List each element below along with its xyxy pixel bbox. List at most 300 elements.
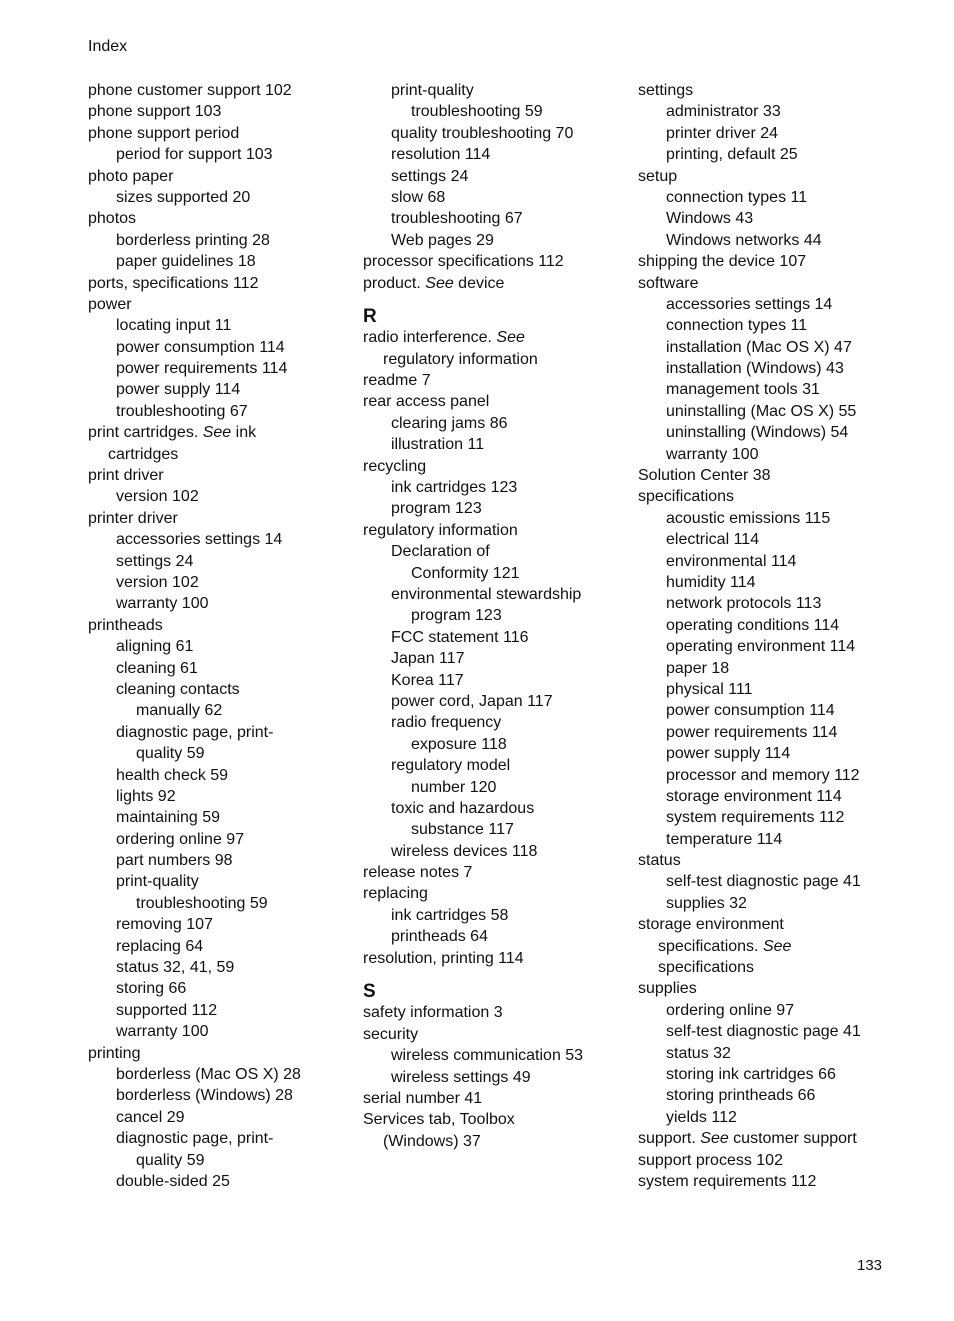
index-subentry (88, 1021, 358, 1042)
index-entry-text: humidity 114 (666, 573, 756, 591)
index-entry-text: substance 117 (411, 821, 514, 839)
index-entry-text: ordering online 97 (666, 1001, 795, 1019)
index-entry-text: warranty 100 (116, 1023, 209, 1041)
index-entry-text: printing (88, 1044, 141, 1062)
index-entry (363, 251, 633, 272)
index-subentry (88, 144, 358, 165)
index-entry-text: health check 59 (116, 766, 229, 784)
index-entry-text: program 123 (411, 607, 502, 625)
index-entry-text: storing printheads 66 (666, 1087, 816, 1105)
index-entry-text: accessories settings 14 (116, 531, 283, 549)
index-subentry (88, 786, 358, 807)
index-entry-text: toxic and hazardous (391, 799, 535, 817)
index-entry-text: management tools 31 (666, 381, 820, 399)
index-entry-text: power requirements 114 (666, 723, 838, 741)
index-column-3 (638, 80, 908, 1192)
index-entry-text: power consumption 114 (666, 702, 835, 720)
index-subentry (88, 1128, 358, 1149)
index-subentry (363, 1045, 633, 1066)
index-entry-text: power supply 114 (116, 381, 241, 399)
index-column-2 (363, 80, 633, 1152)
index-entry (363, 456, 633, 477)
index-entry-text: clearing jams 86 (391, 414, 508, 432)
index-entry-text: print driver (88, 467, 164, 485)
index-entry-text: maintaining 59 (116, 809, 221, 827)
index-entry-text: quality troubleshooting 70 (391, 124, 574, 142)
index-entry (363, 883, 633, 904)
index-entry-text: safety information 3 (363, 1004, 503, 1022)
index-subentry (88, 936, 358, 957)
index-entry-text: printheads (88, 616, 163, 634)
index-entry-text: power cord, Japan 117 (391, 692, 553, 710)
index-entry-text: print-quality (116, 873, 199, 891)
index-entry-text: storing 66 (116, 980, 187, 998)
index-subentry (638, 1107, 908, 1128)
index-subentry (363, 926, 633, 947)
index-subentry (363, 434, 633, 455)
index-entry (88, 508, 358, 529)
index-subentry (363, 123, 633, 144)
index-entry-text: radio frequency (391, 714, 502, 732)
index-subentry (88, 230, 358, 251)
index-subentry (88, 251, 358, 272)
index-subentry (638, 551, 908, 572)
see-reference: See (425, 274, 454, 292)
index-subentry (88, 700, 358, 721)
index-entry-text: regulatory model (391, 757, 511, 775)
index-entry-text: yields 112 (666, 1108, 737, 1126)
index-subentry (363, 819, 633, 840)
index-entry (363, 1024, 633, 1045)
index-subentry (363, 541, 633, 562)
index-entry (363, 1109, 633, 1130)
index-entry-text: environmental stewardship (391, 585, 582, 603)
index-subentry (638, 807, 908, 828)
index-entry-text: phone customer support 102 (88, 82, 292, 99)
index-entry-text: serial number 41 (363, 1089, 483, 1107)
index-subentry (638, 444, 908, 465)
index-entry-text: troubleshooting 59 (411, 103, 543, 121)
index-entry-text: Services tab, Toolbox (363, 1111, 515, 1129)
index-entry (638, 273, 908, 294)
index-subentry (638, 615, 908, 636)
index-entry (363, 520, 633, 541)
index-subentry (88, 1064, 358, 1085)
index-subentry (638, 636, 908, 657)
index-entry-text: locating input 11 (116, 317, 232, 335)
index-entry (88, 166, 358, 187)
index-subentry (363, 208, 633, 229)
index-subentry (88, 1150, 358, 1171)
index-entry (88, 422, 358, 443)
index-entry-text: replacing (363, 885, 428, 903)
index-subentry (88, 572, 358, 593)
index-entry-text: specifications (658, 959, 755, 977)
index-subentry (88, 1000, 358, 1021)
index-entry-text: radio interference. (363, 329, 497, 347)
index-subentry (638, 337, 908, 358)
index-entry-text: regulatory information (363, 521, 518, 539)
index-subentry (638, 700, 908, 721)
see-target-text: customer support (728, 1130, 857, 1148)
index-entry-text: ink cartridges 58 (391, 906, 509, 924)
index-entry (363, 273, 633, 294)
index-subentry (363, 712, 633, 733)
index-entry-text: lights 92 (116, 787, 176, 805)
index-entry-text: warranty 100 (116, 595, 209, 613)
index-entry (638, 486, 908, 507)
index-entry-text: storage environment 114 (666, 787, 842, 805)
index-subentry (363, 349, 633, 370)
see-reference: See (700, 1130, 729, 1148)
index-entry-text: environmental 114 (666, 552, 797, 570)
index-entry-text: double-sided 25 (116, 1172, 230, 1190)
index-entry (638, 80, 908, 101)
index-subentry (363, 144, 633, 165)
index-subentry (638, 743, 908, 764)
index-entry-text: software (638, 274, 699, 292)
index-entry (638, 1171, 908, 1192)
index-entry-text: self-test diagnostic page 41 (666, 873, 861, 891)
index-subentry (638, 1021, 908, 1042)
index-entry-text: installation (Mac OS X) 47 (666, 338, 852, 356)
index-entry-text: status 32 (666, 1044, 731, 1062)
index-entry-text: printer driver 24 (666, 124, 779, 142)
index-subentry (88, 658, 358, 679)
index-entry-text: FCC statement 116 (391, 628, 529, 646)
index-subentry (638, 765, 908, 786)
index-subentry (363, 841, 633, 862)
index-entry-text: shipping the device 107 (638, 253, 807, 271)
see-reference: See (762, 937, 792, 955)
index-subentry (638, 1064, 908, 1085)
index-entry-text: paper 18 (666, 659, 730, 677)
index-subentry (638, 379, 908, 400)
index-subentry (363, 1067, 633, 1088)
index-subentry (638, 101, 908, 122)
index-subentry (638, 1000, 908, 1021)
index-subentry (638, 230, 908, 251)
see-target-text: ink (231, 424, 257, 442)
index-subentry (638, 957, 908, 978)
index-subentry (638, 358, 908, 379)
index-entry-text: diagnostic page, print- (116, 723, 274, 741)
index-subentry (363, 777, 633, 798)
index-subentry (363, 627, 633, 648)
index-entry-text: Web pages 29 (391, 231, 494, 249)
index-entry-text: troubleshooting 59 (136, 894, 268, 912)
index-entry-text: borderless (Mac OS X) 28 (116, 1065, 301, 1083)
index-subentry (88, 444, 358, 465)
index-entry-text: power (88, 295, 132, 313)
index-entry-text: support. (638, 1130, 701, 1148)
index-subentry (88, 1107, 358, 1128)
index-entry-text: regulatory information (383, 350, 538, 368)
index-subentry (88, 871, 358, 892)
index-subentry (638, 315, 908, 336)
index-subentry (638, 679, 908, 700)
index-entry (638, 914, 908, 935)
index-subentry (638, 294, 908, 315)
index-entry-text: manually 62 (136, 702, 223, 720)
index-entry-text: warranty 100 (666, 445, 759, 463)
index-subentry (88, 829, 358, 850)
index-entry-text: support process 102 (638, 1151, 783, 1169)
index-subentry (638, 871, 908, 892)
page-number: 133 (857, 1257, 883, 1274)
index-entry-text: cancel 29 (116, 1108, 185, 1126)
index-entry-text: Japan 117 (391, 650, 465, 668)
index-subentry (363, 605, 633, 626)
index-entry-text: print cartridges. (88, 424, 203, 442)
index-subentry (88, 765, 358, 786)
running-header: Index (88, 38, 128, 55)
index-entry-text: operating conditions 114 (666, 616, 840, 634)
index-entry-text: printer driver (88, 509, 178, 527)
index-entry-text: installation (Windows) 43 (666, 360, 844, 378)
index-subentry (638, 401, 908, 422)
index-column-1 (88, 80, 358, 1192)
index-entry-text: product. (363, 274, 426, 292)
index-subentry (363, 230, 633, 251)
index-entry (638, 166, 908, 187)
index-entry-text: Korea 117 (391, 671, 464, 689)
index-entry-text: storing ink cartridges 66 (666, 1065, 836, 1083)
index-entry-text: number 120 (411, 778, 497, 796)
index-subentry (88, 379, 358, 400)
index-subentry (363, 101, 633, 122)
index-entry-text: paper guidelines 18 (116, 253, 256, 271)
index-entry (88, 208, 358, 229)
index-entry-text: period for support 103 (116, 146, 273, 164)
index-entry-text: supported 112 (116, 1001, 218, 1019)
index-entry-text: version 102 (116, 488, 199, 506)
index-entry (88, 465, 358, 486)
index-subentry (88, 850, 358, 871)
index-subentry (638, 187, 908, 208)
index-entry (88, 273, 358, 294)
index-subentry (88, 358, 358, 379)
index-entry (363, 1088, 633, 1109)
index-subentry (363, 1131, 633, 1152)
index-entry-text: system requirements 112 (666, 809, 845, 827)
index-entry-text: (Windows) 37 (383, 1132, 481, 1150)
index-entry-text: slow 68 (391, 188, 446, 206)
index-entry-text: ink cartridges 123 (391, 479, 518, 497)
index-entry-text: sizes supported 20 (116, 188, 251, 206)
index-entry-text: physical 111 (666, 680, 753, 698)
index-entry-text: Solution Center 38 (638, 467, 771, 485)
index-entry-text: accessories settings 14 (666, 295, 833, 313)
index-subentry (363, 755, 633, 776)
index-entry-text: system requirements 112 (638, 1172, 817, 1190)
index-subentry (638, 722, 908, 743)
index-entry-text: release notes 7 (363, 864, 473, 882)
index-entry-text: storage environment (638, 916, 784, 934)
index-subentry (638, 829, 908, 850)
index-subentry (88, 914, 358, 935)
index-subentry (88, 315, 358, 336)
index-subentry (88, 486, 358, 507)
index-subentry (638, 508, 908, 529)
index-subentry (363, 187, 633, 208)
index-entry-text: power supply 114 (666, 745, 791, 763)
index-entry-text: rear access panel (363, 393, 490, 411)
index-entry (88, 1043, 358, 1064)
index-entry-text: power requirements 114 (116, 360, 288, 378)
index-subentry (88, 187, 358, 208)
index-subentry (638, 422, 908, 443)
index-subentry (88, 807, 358, 828)
index-entry-text: quality 59 (136, 1151, 205, 1169)
index-entry-text: processor specifications 112 (363, 253, 564, 271)
index-subentry (363, 648, 633, 669)
index-entry-text: settings 24 (116, 552, 194, 570)
index-entry (88, 294, 358, 315)
index-entry-text: part numbers 98 (116, 852, 233, 870)
index-entry-text: operating environment 114 (666, 638, 856, 656)
index-entry (363, 1002, 633, 1023)
index-entry (363, 370, 633, 391)
index-entry (363, 862, 633, 883)
index-entry-text: status 32, 41, 59 (116, 959, 235, 977)
index-entry-text: troubleshooting 67 (391, 210, 523, 228)
index-entry-text: version 102 (116, 573, 199, 591)
index-section-letter: R (363, 305, 377, 327)
index-entry-text: ports, specifications 112 (88, 274, 259, 292)
index-entry-text: connection types 11 (666, 317, 808, 335)
index-entry-text: uninstalling (Windows) 54 (666, 424, 849, 442)
index-subentry (88, 743, 358, 764)
index-subentry (363, 798, 633, 819)
index-entry-text: resolution 114 (391, 146, 491, 164)
index-subentry (638, 658, 908, 679)
index-entry-text: aligning 61 (116, 638, 194, 656)
index-subentry (88, 722, 358, 743)
index-entry-text: acoustic emissions 115 (666, 509, 831, 527)
index-subentry (363, 584, 633, 605)
index-entry-text: borderless printing 28 (116, 231, 270, 249)
index-entry-text: printheads 64 (391, 928, 488, 946)
index-subentry (363, 413, 633, 434)
index-entry-text: self-test diagnostic page 41 (666, 1023, 861, 1041)
index-subentry (638, 529, 908, 550)
index-entry-text: ordering online 97 (116, 830, 245, 848)
index-entry-text: program 123 (391, 500, 482, 518)
index-entry-text: diagnostic page, print- (116, 1130, 274, 1148)
index-entry-text: cleaning 61 (116, 659, 198, 677)
index-subentry (638, 572, 908, 593)
index-entry (363, 948, 633, 969)
index-entry (638, 1150, 908, 1171)
index-entry-text: printing, default 25 (666, 146, 798, 164)
index-entry (638, 1128, 908, 1149)
index-subentry (638, 936, 908, 957)
index-entry-text: cleaning contacts (116, 680, 240, 698)
index-entry-text: recycling (363, 457, 427, 475)
index-subentry (363, 166, 633, 187)
index-subentry (363, 80, 633, 101)
index-entry (638, 850, 908, 871)
index-subentry (88, 957, 358, 978)
see-target-text: device (453, 274, 505, 292)
index-subentry (638, 1043, 908, 1064)
index-subentry (88, 593, 358, 614)
see-reference: See (202, 424, 232, 442)
index-subentry (638, 786, 908, 807)
index-entry-text: security (363, 1025, 419, 1043)
index-subentry (88, 529, 358, 550)
index-entry-text: Declaration of (391, 543, 490, 561)
index-subentry (88, 401, 358, 422)
index-entry (88, 123, 358, 144)
index-entry-text: status (638, 852, 681, 870)
index-subentry (363, 498, 633, 519)
index-entry-text: cartridges (108, 445, 179, 463)
index-entry-text: administrator 33 (666, 103, 781, 121)
index-subentry (363, 670, 633, 691)
index-entry-text: resolution, printing 114 (363, 949, 524, 967)
index-entry-text: connection types 11 (666, 188, 808, 206)
index-entry-text: setup (638, 167, 678, 185)
index-subentry (638, 208, 908, 229)
index-entry (88, 80, 358, 101)
index-entry-text: uninstalling (Mac OS X) 55 (666, 402, 857, 420)
index-entry-text: settings (638, 82, 694, 99)
index-entry-text: power consumption 114 (116, 338, 285, 356)
index-entry-text: illustration 11 (391, 436, 485, 454)
index-subentry (363, 477, 633, 498)
index-entry (638, 251, 908, 272)
index-subentry (638, 144, 908, 165)
index-subentry (363, 563, 633, 584)
index-entry-text: processor and memory 112 (666, 766, 860, 784)
index-entry-text: borderless (Windows) 28 (116, 1087, 293, 1105)
index-entry-text: photos (88, 210, 137, 228)
index-entry (363, 327, 633, 348)
index-entry-text: network protocols 113 (666, 595, 822, 613)
index-entry-text: settings 24 (391, 167, 469, 185)
see-reference: See (496, 329, 525, 347)
index-entry-text: exposure 118 (411, 735, 507, 753)
index-entry-text: electrical 114 (666, 531, 760, 549)
index-entry-text: wireless devices 118 (391, 842, 538, 860)
index-entry (638, 978, 908, 999)
index-entry-text: temperature 114 (666, 830, 783, 848)
index-entry-text: removing 107 (116, 916, 213, 934)
index-entry-text: photo paper (88, 167, 174, 185)
index-entry-text: specifications. (658, 937, 763, 955)
index-entry-text: wireless settings 49 (391, 1068, 531, 1086)
index-subentry (638, 1085, 908, 1106)
index-entry-text: wireless communication 53 (391, 1047, 584, 1065)
index-subentry (88, 636, 358, 657)
index-entry-text: troubleshooting 67 (116, 402, 248, 420)
index-subentry (88, 551, 358, 572)
index-subentry (363, 734, 633, 755)
index-entry (638, 465, 908, 486)
index-entry-text: supplies 32 (666, 894, 747, 912)
index-subentry (88, 978, 358, 999)
index-subentry (88, 679, 358, 700)
index-subentry (638, 123, 908, 144)
index-entry-text: replacing 64 (116, 937, 204, 955)
index-subentry (363, 905, 633, 926)
index-entry-text: supplies (638, 980, 697, 998)
index-subentry (363, 691, 633, 712)
index-entry (88, 101, 358, 122)
index-entry-text: Windows 43 (666, 210, 754, 228)
